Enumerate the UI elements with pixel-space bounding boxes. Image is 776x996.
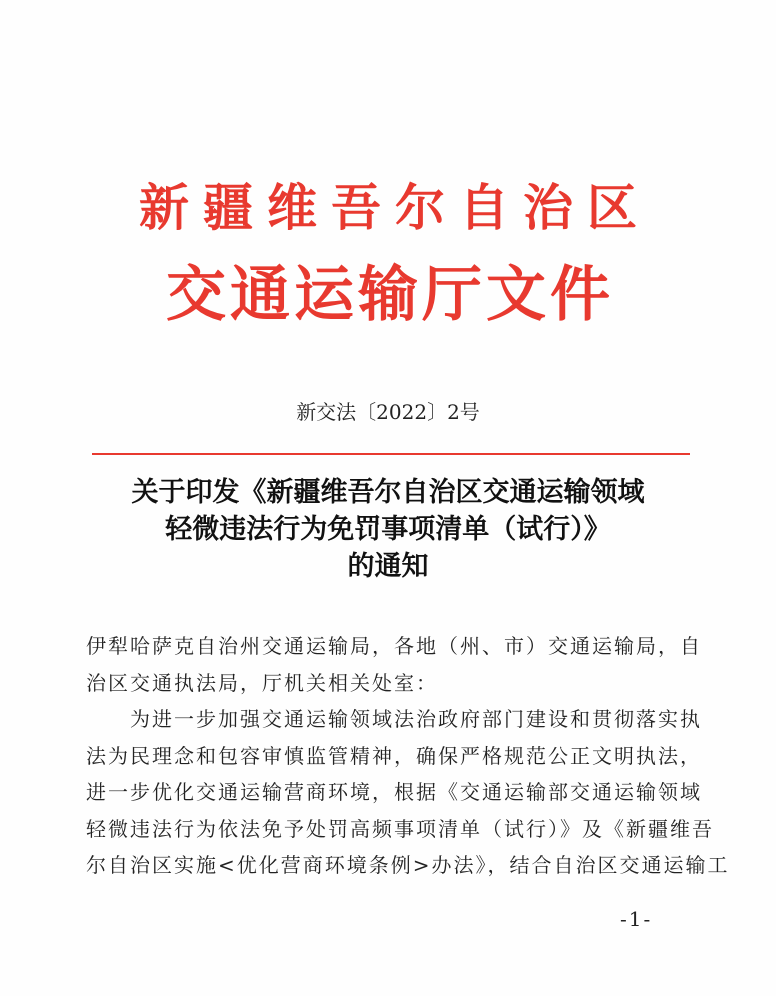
body-line-recipients-2: 治区交通执法局，厅机关相关处室： xyxy=(86,670,438,695)
red-divider-line xyxy=(92,453,690,455)
title-line-3: 的通知 xyxy=(347,551,429,582)
title-line-2: 轻微违法行为免罚事项清单（试行）》 xyxy=(165,514,611,545)
document-number: 新交法〔2022〕2号 xyxy=(296,400,480,424)
body-line-paragraph-3: 进一步优化交通运输营商环境，根据《交通运输部交通运输领域 xyxy=(86,780,702,804)
document-title xyxy=(0,474,776,585)
title-line-1: 关于印发《新疆维吾尔自治区交通运输领域 xyxy=(131,477,645,508)
body-line-paragraph-2: 法为民理念和包容审慎监管精神，确保严格规范公正文明执法， xyxy=(86,743,702,768)
body-line-paragraph-5: 尔自治区实施<优化营商环境条例>办法》，结合自治区交通运输工 xyxy=(86,853,730,877)
document-body xyxy=(86,628,730,884)
body-line-recipients-1: 伊犁哈萨克自治州交通运输局，各地（州、市）交通运输局，自 xyxy=(86,634,702,658)
page-number: -1- xyxy=(620,907,653,931)
body-line-paragraph-1: 为进一步加强交通运输领域法治政府部门建设和贯彻落实执 xyxy=(130,707,702,731)
issuer-header-line2: 交通运输厅文件 xyxy=(166,260,614,330)
body-line-paragraph-4: 轻微违法行为依法免予处罚高频事项清单（试行）》及《新疆维吾 xyxy=(86,816,714,841)
issuer-header-line1: 新疆维吾尔自治区 xyxy=(139,178,651,237)
